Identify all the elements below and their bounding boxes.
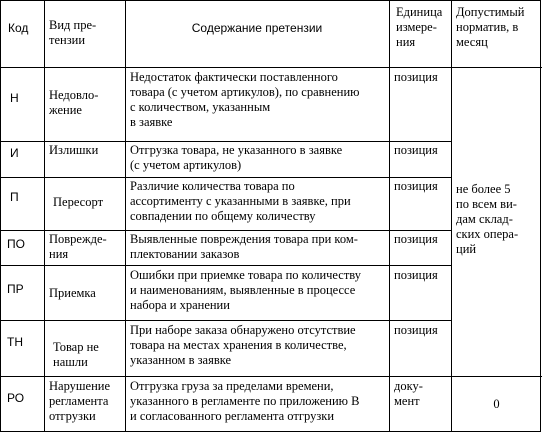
- merged-norm-cell: не более 5 по всем ви- дам склад- ских опера- ций: [456, 182, 519, 256]
- row-content: Отгрузка груза за пределами времени, указанного в регламенте по приложению В и согласованного регламента отгрузки: [130, 379, 360, 423]
- header-unit: Единица измере- ния: [396, 5, 443, 49]
- row-content: Недостаток фактически поставленного товара (с учетом артикулов), по сравнению с количеством, указанным в заявке: [130, 70, 360, 129]
- grid-line: [1, 177, 451, 178]
- header-content: Содержание претензии: [191, 21, 323, 35]
- grid-line: [1, 230, 451, 231]
- grid-line: [389, 1, 390, 431]
- row-content: При наборе заказа обнаружено отсутствие товара на местах хранения в количестве, указанном в заявке: [130, 323, 356, 367]
- header-code: Код: [8, 21, 29, 35]
- row-unit: позиция: [394, 70, 438, 84]
- row-unit: позиция: [394, 143, 438, 157]
- row-code: РО: [7, 391, 25, 405]
- grid-line: [1, 67, 542, 68]
- row-type: Нарушение регламента отгрузки: [49, 379, 111, 423]
- last-norm-cell: 0: [493, 397, 500, 411]
- grid-line: [1, 265, 451, 266]
- grid-line: [1, 141, 451, 142]
- row-content: Выявленные повреждения товара при ком- плектовании заказов: [130, 232, 358, 261]
- row-code: Н: [10, 91, 19, 105]
- row-unit: позиция: [394, 232, 438, 246]
- row-unit: позиция: [394, 323, 438, 337]
- row-unit: позиция: [394, 268, 438, 282]
- row-type: Товар не нашли: [53, 340, 99, 369]
- row-content: Различие количества товара по ассортименту с указанными в заявке, при совпадении по общему количеству: [130, 179, 351, 223]
- row-type: Недовло- жение: [49, 88, 99, 117]
- row-content: Ошибки при приемке товара по количеству и наименованиям, выявленные в процессе набора и хранении: [130, 268, 362, 312]
- row-type: Пересорт: [53, 195, 104, 209]
- grid-line: [1, 320, 451, 321]
- row-type: Приемка: [49, 286, 96, 300]
- row-code: ПО: [7, 237, 25, 251]
- row-code: ТН: [7, 335, 23, 349]
- header-norm: Допустимый норматив, в месяц: [456, 5, 525, 49]
- row-content: Отгрузка товара, не указанного в заявке (с учетом артикулов): [130, 143, 343, 172]
- row-type: Поврежде- ния: [49, 232, 107, 261]
- row-code: ПР: [7, 282, 24, 296]
- row-code: П: [10, 190, 19, 204]
- row-type: Излишки: [49, 143, 99, 157]
- row-unit: доку- мент: [394, 379, 423, 408]
- grid-line: [1, 376, 542, 377]
- row-code: И: [10, 146, 19, 160]
- row-unit: позиция: [394, 179, 438, 193]
- header-type: Вид пре- тензии: [49, 18, 97, 47]
